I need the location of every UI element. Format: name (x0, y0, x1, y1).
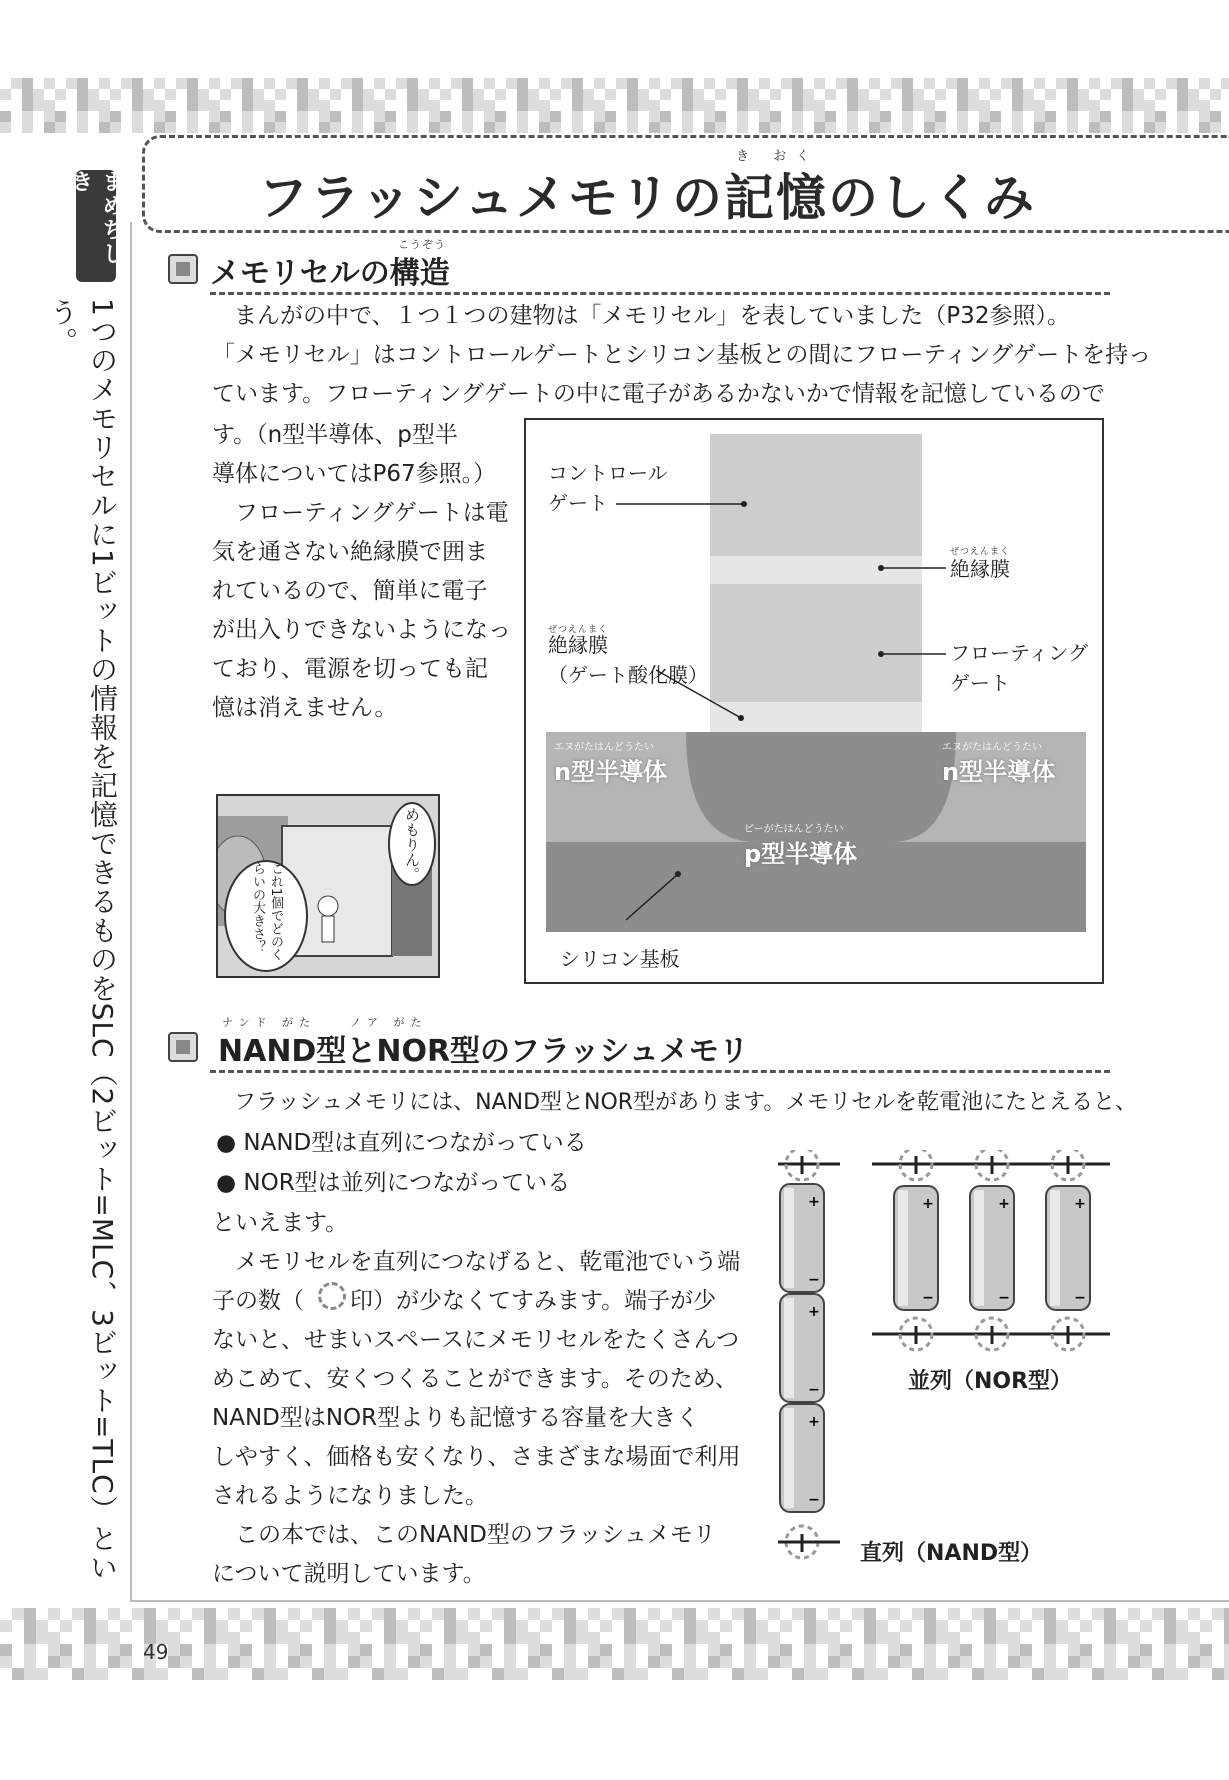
section2-body (212, 1204, 752, 1594)
label-gate-oxide: 絶縁膜 （ゲート酸化膜） (548, 633, 708, 687)
section1-left-column (212, 416, 517, 728)
body-line: 子の数（ 印）が少なくてすみます。端子が少 (212, 1288, 717, 1314)
insulator-layer (710, 556, 922, 584)
caption-series: 直列（NAND型） (860, 1541, 1043, 1566)
body-line: メモリセルを直列につなげると、乾電池でいう端 (212, 1249, 741, 1275)
body-line: について説明しています。 (212, 1561, 486, 1587)
floating-gate (710, 584, 922, 702)
side-note: 1つのメモリセルに1ビットの情報を記憶できるものをSLC（2ビット=MLC、3ビット=TLC）という。 (46, 298, 119, 1582)
plus-terminal-sign: + (808, 1194, 820, 1210)
minus-terminal-sign: − (1074, 1290, 1086, 1306)
left-line: ており、電源を切っても記 (212, 656, 488, 682)
speech-bubble-1: めもりん。 (388, 802, 436, 886)
left-line: 気を通さない絶縁膜で囲ま (212, 539, 488, 565)
label-control-gate: コントロール ゲート (548, 461, 668, 515)
section2-intro: フラッシュメモリには、NAND型とNOR型があります。メモリセルを乾電池にたとえると、 (234, 1090, 1138, 1115)
battery-illustration (770, 1150, 1130, 1570)
body-line: めこめて、安くつくることができます。そのため、 (212, 1366, 738, 1392)
section2-heading-ruby: ナンド がた ノア がた (222, 1016, 428, 1029)
page-title: フラッシュメモリの記憶のしくみ (258, 169, 1036, 227)
plus-terminal-sign: + (922, 1196, 934, 1212)
n-type-left-ruby: エヌがたはんどうたい (554, 742, 654, 753)
plus-terminal-sign: + (808, 1414, 820, 1430)
top-pattern-band (0, 78, 1229, 134)
label-insulator: 絶縁膜 (950, 557, 1010, 581)
minus-terminal-sign: − (998, 1290, 1010, 1306)
p-type-label: p型半導体 (744, 840, 858, 868)
left-line: 憶は消えません。 (212, 695, 398, 721)
page-number: 49 (143, 1640, 169, 1664)
left-line: れているので、簡単に電子 (212, 578, 488, 604)
bullet-dot: ● (216, 1170, 244, 1196)
chip-icon (168, 1032, 198, 1062)
title-ruby: き おく (736, 149, 820, 164)
minus-terminal-sign: − (808, 1272, 820, 1288)
body-line: この本では、このNAND型のフラッシュメモリ (212, 1522, 716, 1548)
section1-line1: まんがの中で、１つ１つの建物は「メモリセル」を表していました（P32参照）。 (234, 303, 1070, 329)
bullet-dot: ● (216, 1130, 244, 1156)
section1-line3: ています。フローティングゲートの中に電子があるかないかで情報を記憶しているので (212, 381, 1105, 407)
plus-terminal-sign: + (1074, 1196, 1086, 1212)
body-line: ないと、せまいスペースにメモリセルをたくさんつ (212, 1327, 740, 1353)
left-line: フローティングゲートは電 (212, 500, 509, 526)
left-line: が出入りできないようになっ (212, 617, 511, 643)
section1-heading-ruby: こうぞう (398, 238, 446, 251)
plus-terminal-sign: + (808, 1304, 820, 1320)
memory-cell-diagram (524, 418, 1104, 984)
control-gate (710, 434, 922, 556)
p-type-ruby: ピーがたはんどうたい (744, 824, 844, 835)
n-type-right-ruby: エヌがたはんどうたい (942, 742, 1042, 753)
bullet-nand: ● NAND型は直列につながっている (216, 1130, 587, 1156)
minus-terminal-sign: − (922, 1290, 934, 1306)
left-line: す。（n型半導体、p型半 (212, 422, 458, 448)
plus-terminal-sign: + (998, 1196, 1010, 1212)
body-line: といえます。 (212, 1210, 349, 1236)
left-line: 導体についてはP67参照。） (212, 461, 497, 487)
section1-heading: メモリセルの構造 (210, 256, 450, 291)
terminal-mark-icon (318, 1282, 346, 1310)
body-line: されるようになりました。 (212, 1483, 488, 1509)
chip-icon (168, 254, 198, 284)
label-insulator-ruby: ぜつえんまく (950, 547, 1011, 557)
content-border-bottom (130, 1600, 1229, 1602)
section2-heading: NAND型とNOR型のフラッシュメモリ (218, 1034, 749, 1069)
body-line: NAND型はNOR型よりも記憶する容量を大きく (212, 1405, 700, 1431)
label-floating-gate: フローティング ゲート (950, 641, 1088, 695)
side-divider (130, 222, 132, 1600)
label-silicon-substrate: シリコン基板 (560, 947, 680, 971)
manga-panel (216, 794, 440, 978)
minus-terminal-sign: − (808, 1382, 820, 1398)
section1-line2: 「メモリセル」はコントロールゲートとシリコン基板との間にフローティングゲートを持っ (212, 342, 1152, 368)
side-tab: まめちしき (76, 170, 116, 282)
bottom-pattern-band (0, 1608, 1229, 1680)
label-gate-oxide-ruby: ぜつえんまく (548, 625, 609, 635)
body-line: しやすく、価格も安くなり、さまざまな場面で利用 (212, 1444, 741, 1470)
caption-parallel: 並列（NOR型） (908, 1369, 1073, 1394)
speech-bubble-2: これ1個でどのくらいの大きさ？ (224, 860, 308, 972)
minus-terminal-sign: − (808, 1492, 820, 1508)
n-type-right-label: n型半導体 (942, 758, 1056, 786)
section1-rule (210, 292, 1110, 295)
n-type-left-label: n型半導体 (554, 758, 668, 786)
section2-rule (210, 1070, 1110, 1073)
bullet-nor: ● NOR型は並列につながっている (216, 1170, 571, 1196)
